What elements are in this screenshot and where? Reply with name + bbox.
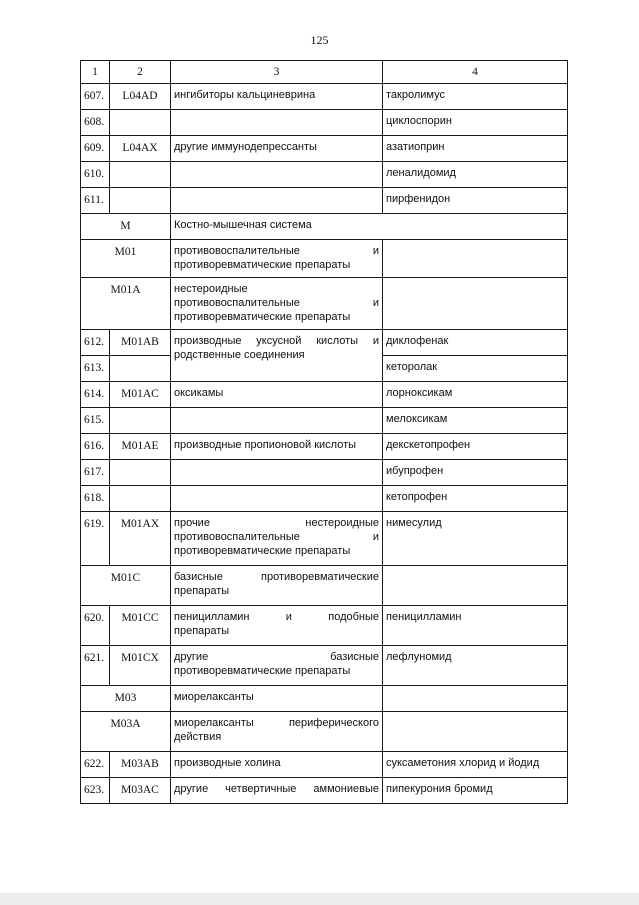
table-row [81, 434, 568, 460]
table-row [81, 136, 568, 162]
table-row [81, 460, 568, 486]
group-description [171, 646, 383, 686]
atc-code: M01 [81, 240, 171, 278]
description-line: родственные соединения [174, 349, 305, 361]
group-row [81, 686, 568, 712]
group-description: другие четвертичные аммониевые [171, 778, 383, 804]
description-line: другие базисные [174, 651, 379, 663]
drug-classification-table [80, 60, 568, 804]
table-row [81, 382, 568, 408]
description-line: миорелаксанты периферического [174, 717, 379, 729]
drug-name: кеторолак [383, 356, 568, 382]
group-description-continued [171, 162, 383, 188]
row-number: 623. [81, 778, 110, 804]
group-description: миорелаксанты [171, 686, 383, 712]
row-number: 619. [81, 512, 110, 566]
drug-name: мелоксикам [383, 408, 568, 434]
group-row [81, 240, 568, 278]
group-description-continued [171, 460, 383, 486]
atc-code: M01A [81, 278, 171, 330]
description-line: препараты [174, 585, 230, 597]
table-row [81, 486, 568, 512]
drug-name: лорноксикам [383, 382, 568, 408]
table-row [81, 110, 568, 136]
table-row [81, 512, 568, 566]
group-description [171, 512, 383, 566]
drug-name [383, 712, 568, 752]
group-description: другие иммунодепрессанты [171, 136, 383, 162]
drug-name: циклоспорин [383, 110, 568, 136]
header-cell: 2 [110, 61, 171, 84]
atc-code-continued [110, 408, 171, 434]
drug-name: ибупрофен [383, 460, 568, 486]
drug-name: пеницилламин [383, 606, 568, 646]
drug-name: суксаметония хлорид и йодид [383, 752, 568, 778]
description-line: пеницилламин и подобные [174, 611, 379, 623]
drug-name: нимесулид [383, 512, 568, 566]
description-line: противовоспалительные и [174, 245, 379, 257]
atc-code: M01CX [110, 646, 171, 686]
drug-name: такролимус [383, 84, 568, 110]
atc-code-continued [110, 460, 171, 486]
table-row [81, 778, 568, 804]
atc-code: M01AB [110, 330, 171, 356]
table-row [81, 606, 568, 646]
row-number: 616. [81, 434, 110, 460]
row-number: 615. [81, 408, 110, 434]
row-number: 613. [81, 356, 110, 382]
group-description [171, 188, 383, 214]
row-number: 612. [81, 330, 110, 356]
description-line: противоревматические препараты [174, 545, 351, 557]
atc-code-continued [110, 162, 171, 188]
drug-name [383, 240, 568, 278]
section-row [81, 214, 568, 240]
atc-code: M03 [81, 686, 171, 712]
description-line: противовоспалительные и [174, 297, 379, 309]
atc-code: M01AC [110, 382, 171, 408]
table-row [81, 752, 568, 778]
group-description [171, 278, 383, 330]
row-number: 614. [81, 382, 110, 408]
drug-name: леналидомид [383, 162, 568, 188]
description-line: препараты [174, 625, 230, 637]
atc-code: M01C [81, 566, 171, 606]
row-number: 617. [81, 460, 110, 486]
drug-name: лефлуномид [383, 646, 568, 686]
table-row [81, 84, 568, 110]
header-cell: 3 [171, 61, 383, 84]
row-number: 618. [81, 486, 110, 512]
description-line: противоревматические препараты [174, 259, 351, 271]
group-description-continued [171, 110, 383, 136]
atc-code: M01AE [110, 434, 171, 460]
group-description-continued [171, 408, 383, 434]
group-description: производные пропионовой кислоты [171, 434, 383, 460]
atc-code-continued [110, 110, 171, 136]
group-description: ингибиторы кальциневрина [171, 84, 383, 110]
atc-code: L04AX [110, 136, 171, 162]
drug-name: декскетопрофен [383, 434, 568, 460]
description-line: прочие нестероидные [174, 517, 379, 529]
drug-name [383, 278, 568, 330]
group-description [171, 240, 383, 278]
group-description: производные холина [171, 752, 383, 778]
atc-code-continued [110, 486, 171, 512]
group-row [81, 278, 568, 330]
drug-name: диклофенак [383, 330, 568, 356]
drug-name: азатиоприн [383, 136, 568, 162]
table-row [81, 162, 568, 188]
description-line: противоревматические препараты [174, 311, 351, 323]
description-line: противовоспалительные и [174, 531, 379, 543]
drug-name [383, 566, 568, 606]
atc-code: M [81, 214, 171, 240]
group-description [171, 566, 383, 606]
row-number: 607. [81, 84, 110, 110]
description-line: действия [174, 731, 222, 743]
table-row [81, 646, 568, 686]
group-description [171, 712, 383, 752]
page-number: 125 [310, 33, 329, 47]
drug-name: пипекурония бромид [383, 778, 568, 804]
description-line: нестероидные [174, 283, 248, 295]
table-header-row [81, 61, 568, 84]
drug-name: пирфенидон [383, 188, 568, 214]
group-description [171, 330, 383, 382]
atc-code: L04AD [110, 84, 171, 110]
group-row [81, 712, 568, 752]
scan-bottom-edge [0, 893, 639, 905]
description-line: базисные противоревматические [174, 571, 379, 583]
group-row [81, 566, 568, 606]
drug-name: кетопрофен [383, 486, 568, 512]
atc-code: M03A [81, 712, 171, 752]
row-number: 621. [81, 646, 110, 686]
atc-code-continued [110, 356, 171, 382]
table-row [81, 188, 568, 214]
row-number: 610. [81, 162, 110, 188]
drug-name [383, 686, 568, 712]
atc-code: M01AX [110, 512, 171, 566]
group-description: оксикамы [171, 382, 383, 408]
table-row [81, 330, 568, 356]
atc-code [110, 188, 171, 214]
description-line: противоревматические препараты [174, 665, 351, 677]
atc-code: M03AC [110, 778, 171, 804]
header-cell: 4 [383, 61, 568, 84]
group-description [171, 606, 383, 646]
row-number: 620. [81, 606, 110, 646]
section-title: Костно-мышечная система [171, 214, 568, 240]
atc-code: M03AB [110, 752, 171, 778]
row-number: 611. [81, 188, 110, 214]
description-line: производные уксусной кислоты и [174, 335, 379, 347]
header-cell: 1 [81, 61, 110, 84]
table-row [81, 408, 568, 434]
atc-code: M01CC [110, 606, 171, 646]
row-number: 622. [81, 752, 110, 778]
row-number: 609. [81, 136, 110, 162]
row-number: 608. [81, 110, 110, 136]
group-description-continued [171, 486, 383, 512]
